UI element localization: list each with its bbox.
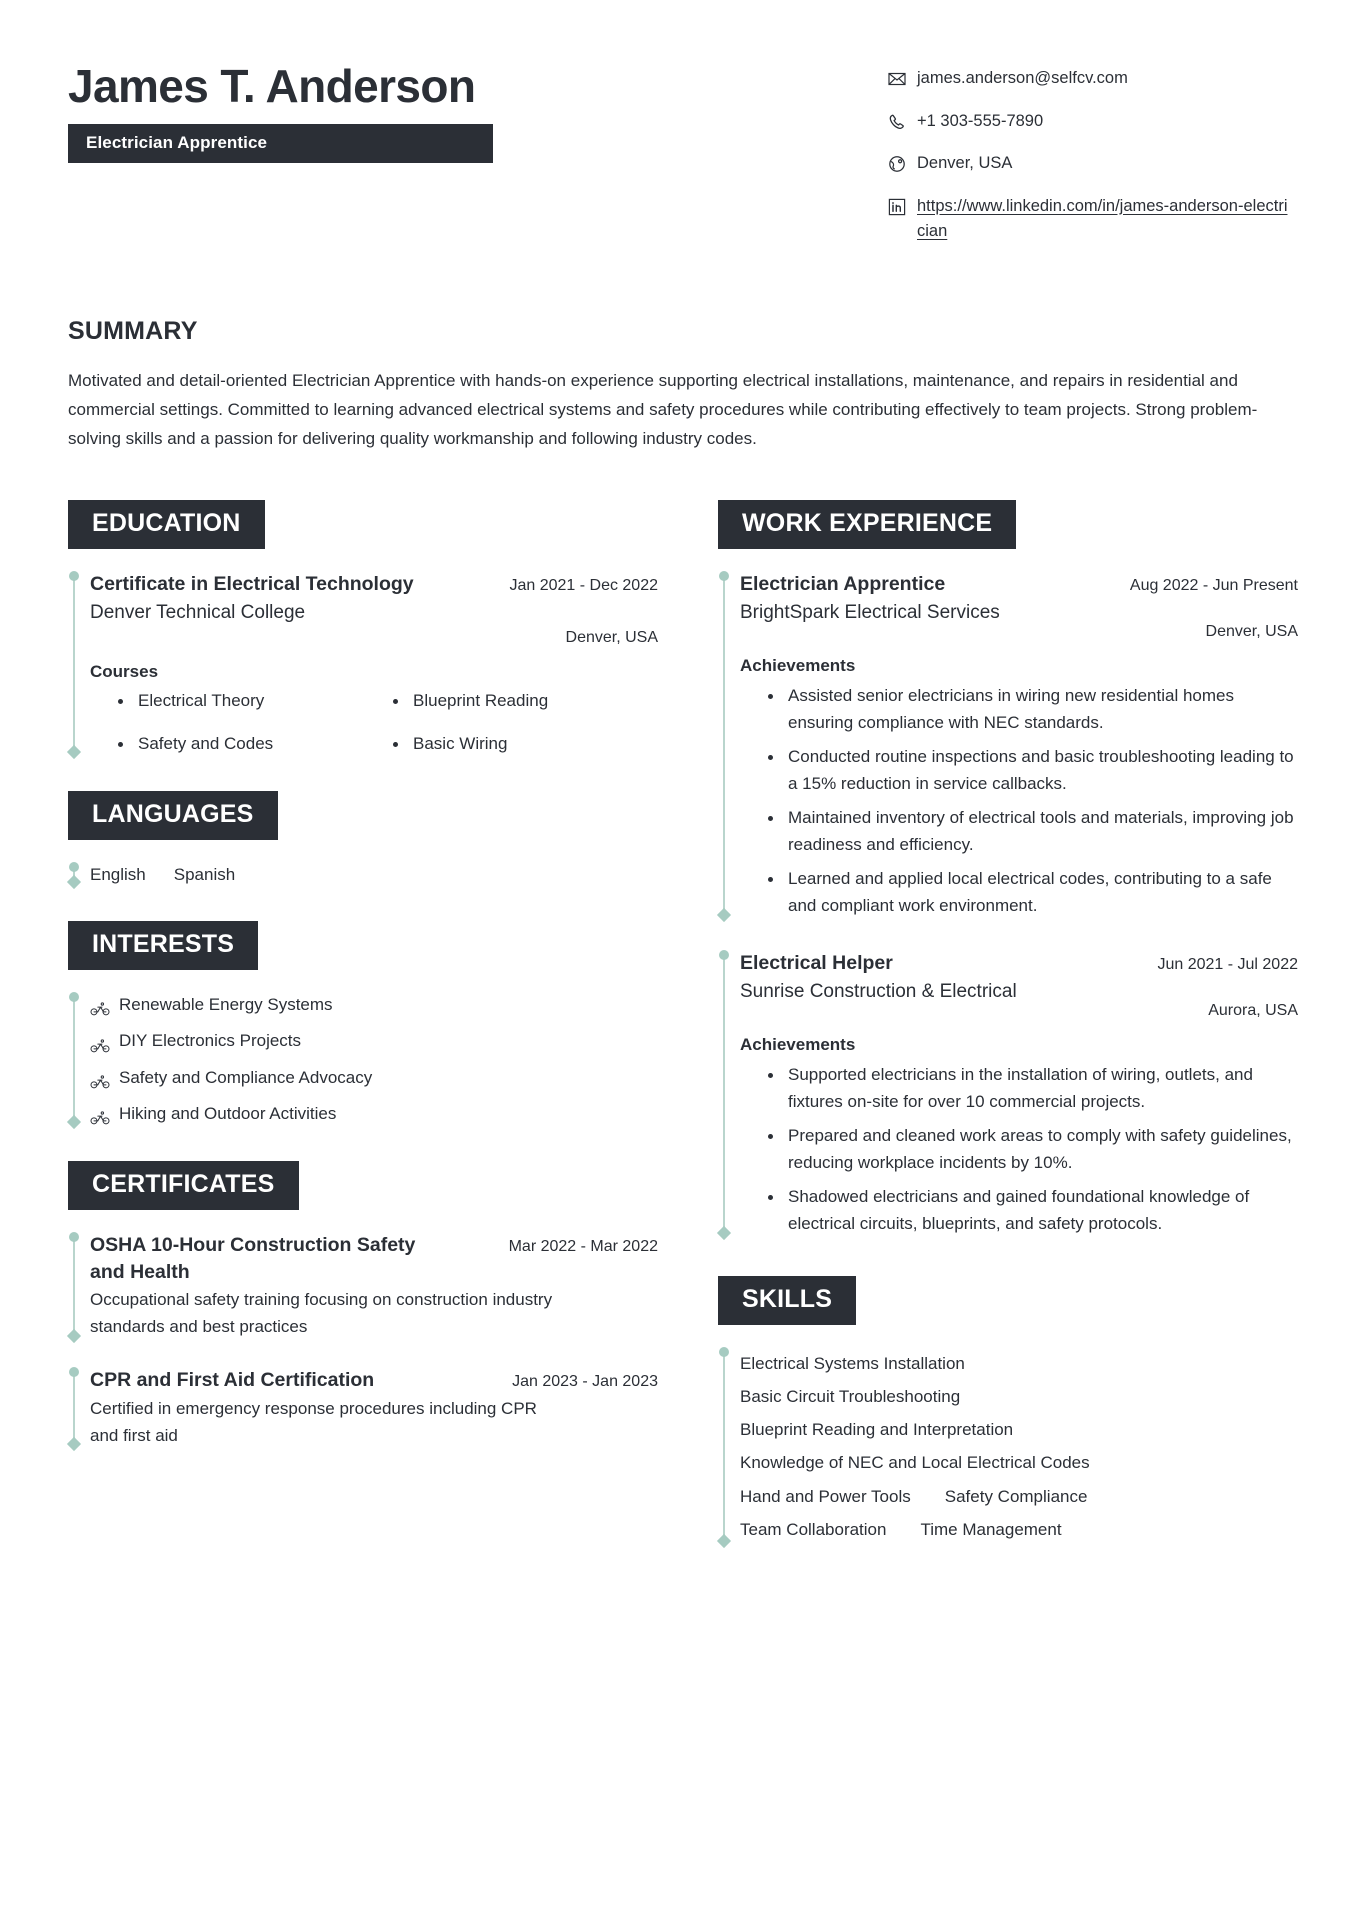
certificate-entry-row [90, 1367, 658, 1394]
work-date: Aug 2022 - Jun Present [1129, 576, 1298, 594]
timeline-dot-icon [69, 862, 79, 872]
globe-icon [888, 155, 906, 173]
work-entry-main [740, 571, 1114, 627]
achievement-item: Prepared and cleaned work areas to comply with safety guidelines, reducing workplace incidents by 10%. [766, 1122, 1298, 1177]
education-timeline [68, 571, 658, 757]
certificates-heading-wrap [68, 1161, 658, 1210]
interest-item [90, 992, 658, 1018]
work-entry-timeline [718, 950, 1298, 1238]
work-experience-section [718, 500, 1298, 1238]
skills-timeline [718, 1347, 1298, 1546]
education-entry-row [90, 571, 658, 650]
education-heading: EDUCATION [68, 500, 265, 549]
resume-header [68, 56, 1288, 245]
skills-section [718, 1276, 1298, 1546]
certificates-section [68, 1161, 658, 1449]
summary-text: Motivated and detail-oriented Electrician Apprentice with hands-on experience supporting electrical installations, maintenance, and repairs in residential and commercial settings. Committed to learning advanced electrical systems and safety procedures while contributing effectively to team projects. Strong problem-solving skills and a passion for delivering quality workmanship and following industry codes. [68, 370, 1258, 449]
achievement-item: Shadowed electricians and gained foundational knowledge of electrical circuits, blueprints, and safety protocols. [766, 1183, 1298, 1238]
education-heading-wrap [68, 500, 658, 549]
languages-list [90, 862, 658, 888]
interest-item-label: DIY Electronics Projects [119, 1031, 302, 1051]
timeline-dot-icon [719, 950, 729, 960]
interest-item-label: Renewable Energy Systems [119, 995, 333, 1015]
certificates-heading: CERTIFICATES [68, 1161, 299, 1210]
work-achievements-label: Achievements [740, 655, 856, 675]
skill-row [740, 1380, 1298, 1413]
contact-email[interactable] [888, 66, 1288, 92]
language-item: English [90, 864, 146, 884]
languages-section [68, 791, 658, 888]
work-entry [740, 950, 1298, 1238]
timeline-dot-icon [719, 571, 729, 581]
bicycle-icon [90, 998, 110, 1012]
left-column [68, 500, 658, 1450]
skill-item: Basic Circuit Troubleshooting [740, 1387, 961, 1407]
summary-section [68, 317, 1288, 454]
work-achievements-list [740, 682, 1298, 920]
interests-timeline [68, 992, 658, 1127]
right-column [718, 500, 1298, 1546]
bicycle-icon [90, 1107, 110, 1121]
course-item: Electrical Theory [116, 688, 383, 714]
skill-item: Time Management [920, 1519, 1062, 1539]
certificate-description: Certified in emergency response procedures including CPR and first aid [90, 1398, 537, 1445]
education-location: Denver, USA [565, 628, 658, 646]
course-item: Safety and Codes [116, 731, 383, 757]
language-item: Spanish [173, 864, 236, 884]
header-identity [68, 56, 493, 163]
certificate-entry-row [90, 1232, 658, 1285]
timeline-dot-icon [69, 1367, 79, 1377]
education-degree: Certificate in Electrical Technology [90, 572, 414, 595]
work-entry [740, 571, 1298, 920]
work-entry-timeline [718, 571, 1298, 920]
contact-list [888, 56, 1288, 245]
course-item: Blueprint Reading [391, 688, 658, 714]
skill-item: Electrical Systems Installation [740, 1353, 965, 1373]
achievement-item: Supported electricians in the installation of wiring, outlets, and fixtures on-site for over 10 commercial projects. [766, 1061, 1298, 1116]
work-experience-heading: WORK EXPERIENCE [718, 500, 1016, 549]
contact-linkedin[interactable] [888, 194, 1288, 245]
work-company: Sunrise Construction & Electrical [740, 981, 1017, 1003]
summary-heading: SUMMARY [68, 316, 198, 345]
achievement-item: Maintained inventory of electrical tools and materials, improving job readiness and efficiency. [766, 804, 1298, 859]
certificate-entry-meta [512, 1367, 658, 1394]
work-role: Electrical Helper [740, 951, 893, 974]
envelope-icon [888, 70, 906, 88]
course-item: Basic Wiring [391, 731, 658, 757]
certificate-title: OSHA 10-Hour Construction Safety and Health [90, 1234, 416, 1283]
contact-phone[interactable] [888, 109, 1288, 135]
work-achievements-list [740, 1061, 1298, 1238]
achievement-item: Conducted routine inspections and basic troubleshooting leading to a 15% reduction in service callbacks. [766, 743, 1298, 798]
timeline-dot-icon [69, 571, 79, 581]
interest-item-label: Hiking and Outdoor Activities [119, 1104, 337, 1124]
skill-row [740, 1347, 1298, 1380]
achievement-item: Assisted senior electricians in wiring new residential homes ensuring compliance with NEC standards. [766, 682, 1298, 737]
certificate-entry [90, 1232, 658, 1340]
interests-heading-wrap [68, 921, 658, 970]
education-entry-meta [509, 571, 658, 650]
skill-row [740, 1480, 1298, 1513]
skills-heading-wrap [718, 1276, 1298, 1325]
skill-row [740, 1446, 1298, 1479]
work-entry-meta [1130, 571, 1298, 644]
certificate-date: Mar 2022 - Mar 2022 [508, 1238, 658, 1256]
candidate-name: James T. Anderson [68, 60, 476, 112]
certificate-entry-meta [509, 1232, 658, 1259]
certificate-description: Occupational safety training focusing on construction industry standards and best practices [90, 1290, 553, 1336]
timeline-dot-icon [719, 1347, 729, 1357]
education-section [68, 500, 658, 757]
contact-location-text: Denver, USA [917, 154, 1013, 173]
work-entry-row [740, 571, 1298, 644]
contact-phone-text: +1 303-555-7890 [917, 111, 1044, 130]
skill-item: Knowledge of NEC and Local Electrical Codes [740, 1453, 1090, 1473]
work-entry-row [740, 950, 1298, 1023]
work-location: Aurora, USA [1208, 1001, 1298, 1019]
interest-item [90, 1028, 658, 1054]
interests-section [68, 921, 658, 1127]
skill-item: Hand and Power Tools [740, 1486, 911, 1506]
bicycle-icon [90, 1035, 110, 1049]
languages-timeline [68, 862, 658, 888]
work-achievements-label: Achievements [740, 1034, 856, 1054]
education-courses-grid [90, 688, 658, 757]
certificate-entry-main [90, 1232, 493, 1285]
skill-item: Blueprint Reading and Interpretation [740, 1420, 1014, 1440]
contact-linkedin-text[interactable]: https://www.linkedin.com/in/james-anderson-electrician [917, 196, 1288, 241]
work-company: BrightSpark Electrical Services [740, 601, 1000, 623]
certificate-entry-main [90, 1367, 496, 1393]
certificate-timeline [68, 1232, 658, 1340]
education-date: Jan 2021 - Dec 2022 [509, 576, 658, 594]
education-courses-label: Courses [90, 661, 159, 681]
work-entry-meta [1157, 950, 1298, 1023]
skill-item: Safety Compliance [944, 1486, 1088, 1506]
languages-heading-wrap [68, 791, 658, 840]
achievement-item: Learned and applied local electrical codes, contributing to a safe and compliant work environment. [766, 865, 1298, 920]
interest-item-label: Safety and Compliance Advocacy [119, 1067, 373, 1087]
skill-row [740, 1513, 1298, 1546]
skills-list [740, 1347, 1298, 1546]
phone-icon [888, 113, 906, 131]
contact-email-text: james.anderson@selfcv.com [917, 69, 1128, 87]
certificate-entry [90, 1367, 658, 1450]
certificate-timeline [68, 1367, 658, 1450]
linkedin-icon [888, 198, 906, 216]
resume-body [68, 500, 1298, 1546]
interest-item [90, 1065, 658, 1091]
education-entry [90, 571, 658, 757]
education-entry-main [90, 571, 493, 627]
skill-item: Team Collaboration [740, 1519, 887, 1539]
interest-item [90, 1101, 658, 1127]
interests-heading: INTERESTS [68, 921, 258, 970]
certificate-title: CPR and First Aid Certification [90, 1368, 375, 1391]
certificate-date: Jan 2023 - Jan 2023 [512, 1372, 658, 1390]
skills-heading: SKILLS [718, 1276, 856, 1325]
work-experience-heading-wrap [718, 500, 1298, 549]
work-role: Electrician Apprentice [740, 572, 946, 595]
bicycle-icon [90, 1071, 110, 1085]
work-entry-main [740, 950, 1141, 1006]
contact-location [888, 151, 1288, 177]
candidate-job-title: Electrician Apprentice [68, 124, 493, 163]
work-location: Denver, USA [1205, 622, 1298, 640]
languages-heading: LANGUAGES [68, 791, 278, 840]
timeline-dot-icon [69, 1232, 79, 1242]
timeline-dot-icon [69, 992, 79, 1002]
education-school: Denver Technical College [90, 601, 306, 623]
work-date: Jun 2021 - Jul 2022 [1157, 955, 1298, 973]
skill-row [740, 1413, 1298, 1446]
